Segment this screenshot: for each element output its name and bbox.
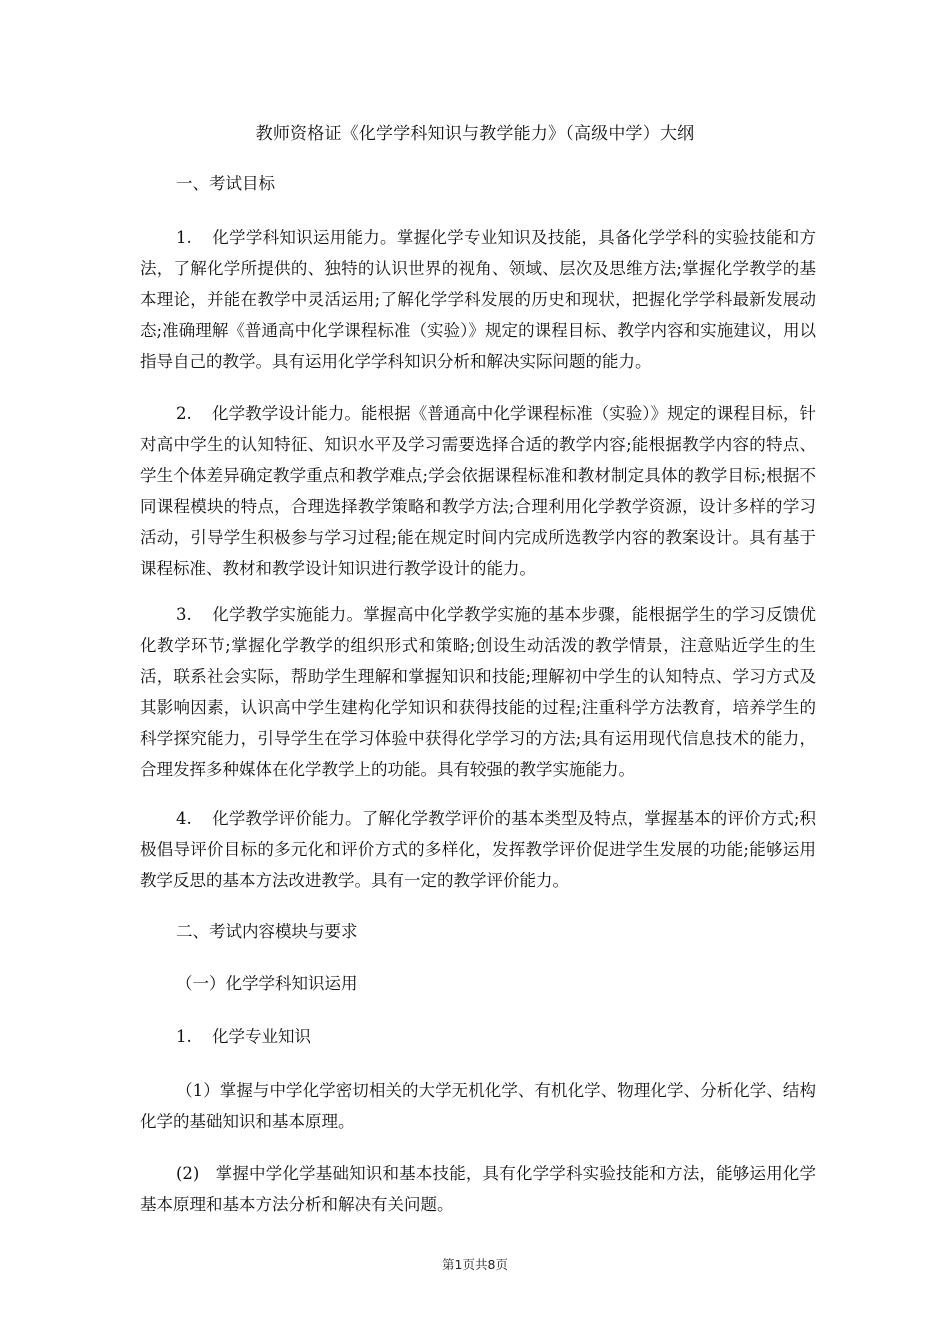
goal-item-number: 1. xyxy=(176,228,192,247)
knowledge-paragraph-1 xyxy=(140,1075,816,1137)
goal-item-4 xyxy=(140,803,816,896)
knowledge-paragraph-1-text: （1）掌握与中学化学密切相关的大学无机化学、有机化学、物理化学、分析化学、结构化学的基础知识和基本原理。 xyxy=(140,1081,816,1131)
knowledge-paragraph-2 xyxy=(140,1158,816,1220)
goal-item-text: 化学教学评价能力。了解化学教学评价的基本类型及特点，掌握基本的评价方式;积极倡导评价目标的多元化和评价方式的多样化，发挥教学评价促进学生发展的功能;能够运用教学反思的基本方法改进教学。具有一定的教学评价能力。 xyxy=(140,809,816,890)
goal-item-3 xyxy=(140,599,816,785)
sub-item-number: 1. xyxy=(176,1027,192,1046)
goal-item-number: 3. xyxy=(176,605,192,624)
goal-item-text: 化学教学实施能力。掌握高中化学教学实施的基本步骤，能根据学生的学习反馈优化教学环节;掌握化学教学的组织形式和策略;创设生动活泼的教学情景，注意贴近学生的生活，联系社会实际，帮助学生理解和掌握知识和技能;理解初中学生的认知特点、学习方式及其影响因素，认识高中学生建构化学知识和获得技能的过程;注重科学方法教育，培养学生的科学探究能力，引导学生在学习体验中获得化学学习的方法;具有运用现代信息技术的能力，合理发挥多种媒体在化学教学上的功能。具有较强的教学实施能力。 xyxy=(140,605,816,779)
goal-item-text: 化学学科知识运用能力。掌握化学专业知识及技能，具备化学学科的实验技能和方法，了解化学所提供的、独特的认识世界的视角、领域、层次及思维方法;掌握化学教学的基本理论，并能在教学中灵活运用;了解化学学科发展的历史和现状，把握化学学科最新发展动态;准确理解《普通高中化学课程标准（实验）》规定的课程目标、教学内容和实施建议，用以指导自己的教学。具有运用化学学科知识分析和解决实际问题的能力。 xyxy=(140,228,816,371)
section-heading-exam-content: 二、考试内容模块与要求 xyxy=(176,922,358,941)
section-heading-exam-goals: 一、考试目标 xyxy=(176,174,275,193)
goal-item-number: 2. xyxy=(176,404,192,423)
sub-item-title: 化学专业知识 xyxy=(212,1027,311,1046)
goal-item-number: 4. xyxy=(176,809,192,828)
sub-item-chemistry-knowledge xyxy=(176,1023,311,1051)
goal-item-text: 化学教学设计能力。能根据《普通高中化学课程标准（实验）》规定的课程目标，针对高中学生的认知特征、知识水平及学习需要选择合适的教学内容;能根据教学内容的特点、学生个体差异确定教学重点和教学难点;学会依据课程标准和教材制定具体的教学目标;根据不同课程模块的特点，合理选择教学策略和教学方法;合理利用化学教学资源，设计多样的学习活动，引导学生积极参与学习过程;能在规定时间内完成所选教学内容的教案设计。具有基于课程标准、教材和教学设计知识进行教学设计的能力。 xyxy=(140,404,816,578)
document-title: 教师资格证《化学学科知识与教学能力》（高级中学）大纲 xyxy=(255,124,695,144)
knowledge-paragraph-2-text: 掌握中学化学基础知识和基本技能，具有化学学科实验技能和方法，能够运用化学基本原理和基本方法分析和解决有关问题。 xyxy=(140,1164,816,1214)
knowledge-paragraph-2-label: (2) xyxy=(176,1164,200,1183)
page-footer: 第1页共8页 xyxy=(442,1257,508,1272)
goal-item-1 xyxy=(140,222,816,377)
subsection-heading-knowledge-application: （一）化学学科知识运用 xyxy=(176,974,358,993)
goal-item-2 xyxy=(140,398,816,584)
